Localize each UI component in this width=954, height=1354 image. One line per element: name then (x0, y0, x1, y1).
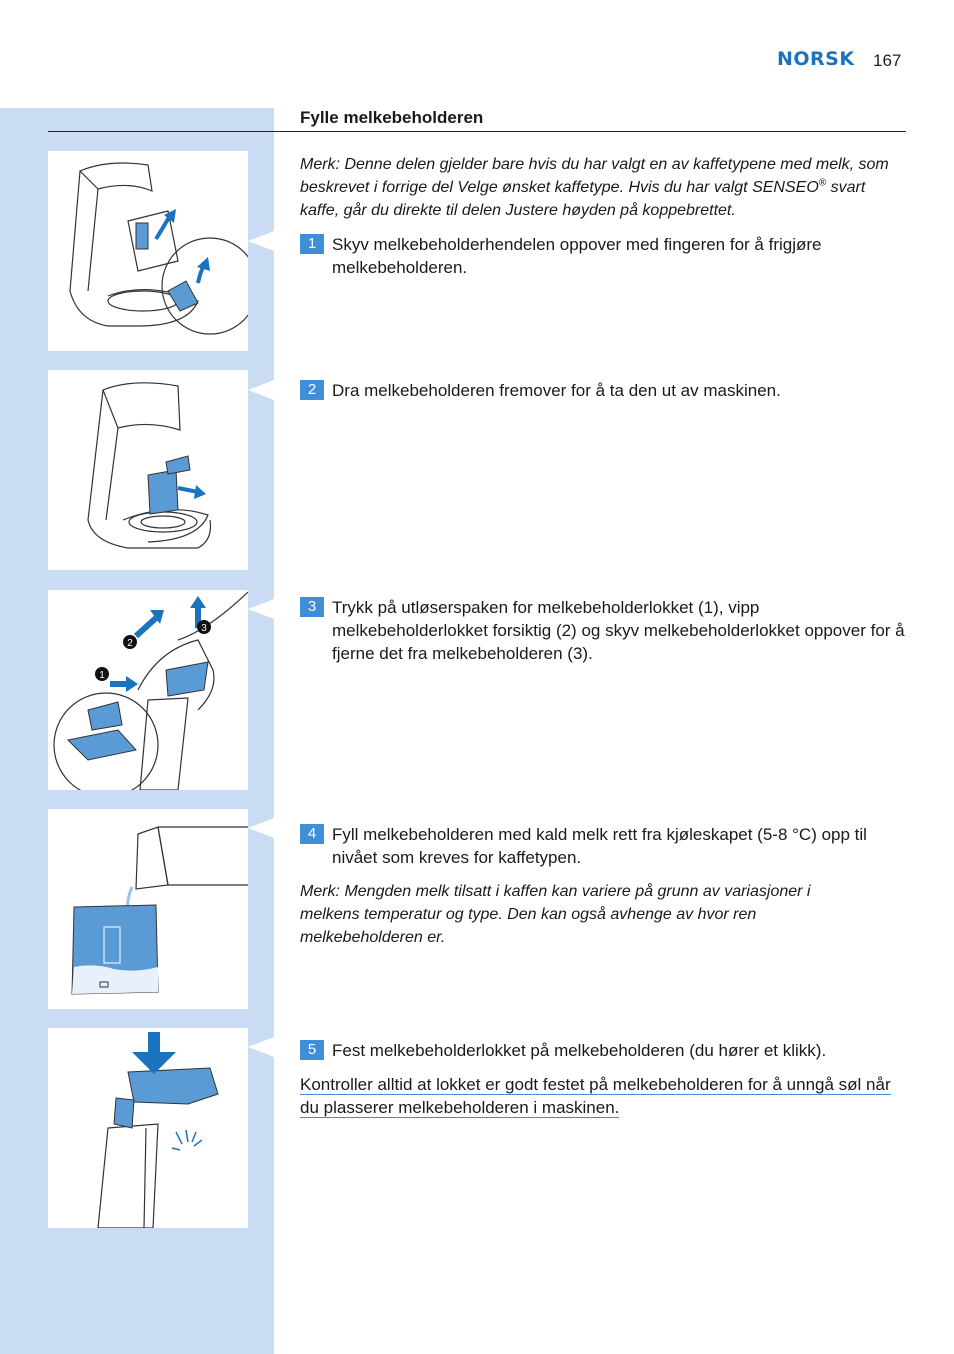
step-1 (300, 233, 906, 279)
container-lid-removal-illustration (48, 590, 248, 790)
page-number: 167 (873, 51, 902, 70)
callout-1-label: 1 (99, 670, 105, 681)
illustration-step-3 (48, 590, 248, 790)
illustration-step-5 (48, 1028, 248, 1228)
illustration-pointer (248, 380, 274, 400)
step-text: Fest melkebeholderlokket på melkebeholderen (du hører et klikk). (332, 1041, 827, 1060)
callout-3-label: 3 (201, 623, 207, 634)
step-text: Skyv melkebeholderhendelen oppover med fingeren for å frigjøre melkebeholderen. (332, 235, 822, 277)
illustration-pointer (248, 818, 274, 838)
step-5 (300, 1039, 906, 1062)
step-3 (300, 596, 906, 665)
step-number-badge: 2 (300, 380, 324, 400)
step-number-badge: 1 (300, 234, 324, 254)
section-title: Fylle melkebeholderen (300, 108, 484, 127)
title-rule (48, 131, 906, 132)
intro-note (300, 153, 906, 222)
step-4 (300, 823, 906, 869)
step-number-badge: 3 (300, 597, 324, 617)
language-header: NORSK (777, 48, 855, 70)
illustration-pointer (248, 1037, 274, 1057)
coffee-machine-remove-container-illustration (48, 370, 248, 570)
illustration-pointer (248, 599, 274, 619)
illustration-pointer (248, 231, 274, 251)
intro-note-text-end: svart kaffe, går du direkte til delen Justere høyden på koppebrettet. (300, 179, 866, 219)
illustration-step-4 (48, 809, 248, 1009)
step-text: Dra melkebeholderen fremover for å ta den ut av maskinen. (332, 381, 781, 400)
warning-text (300, 1073, 904, 1119)
step-text: Trykk på utløserspaken for melkebeholderlokket (1), vipp melkebeholderlokket forsiktig (2) og skyv melkebeholderlokket oppover for å fjerne det fra melkebeholderen (3). (332, 598, 905, 663)
callout-2-label: 2 (127, 638, 133, 649)
illustration-step-2 (48, 370, 248, 570)
coffee-machine-lever-illustration (48, 151, 248, 351)
registered-mark: ® (818, 177, 827, 189)
pour-milk-illustration (48, 809, 248, 1009)
intro-note-text: Merk: Denne delen gjelder bare hvis du har valgt en av kaffetypene med melk, som beskrevet i forrige del Velge ønsket kaffetype. Hvis du har valgt SENSEO (300, 156, 889, 196)
illustration-step-1 (48, 151, 248, 351)
step-number-badge: 5 (300, 1040, 324, 1060)
step-text: Fyll melkebeholderen med kald melk rett fra kjøleskapet (5-8 °C) opp til nivået som kreves for kaffetypen. (332, 825, 867, 867)
step-2 (300, 379, 906, 402)
step-4-note: Merk: Mengden melk tilsatt i kaffen kan variere på grunn av variasjoner i melkens temperatur og type. Den kan også avhenge av hvor ren melkebeholderen er. (300, 883, 811, 946)
warning-text-content: Kontroller alltid at lokket er godt festet på melkebeholderen for å unngå søl når du plasserer melkebeholderen i maskinen. (300, 1075, 891, 1117)
attach-lid-illustration (48, 1028, 248, 1228)
step-number-badge: 4 (300, 824, 324, 844)
